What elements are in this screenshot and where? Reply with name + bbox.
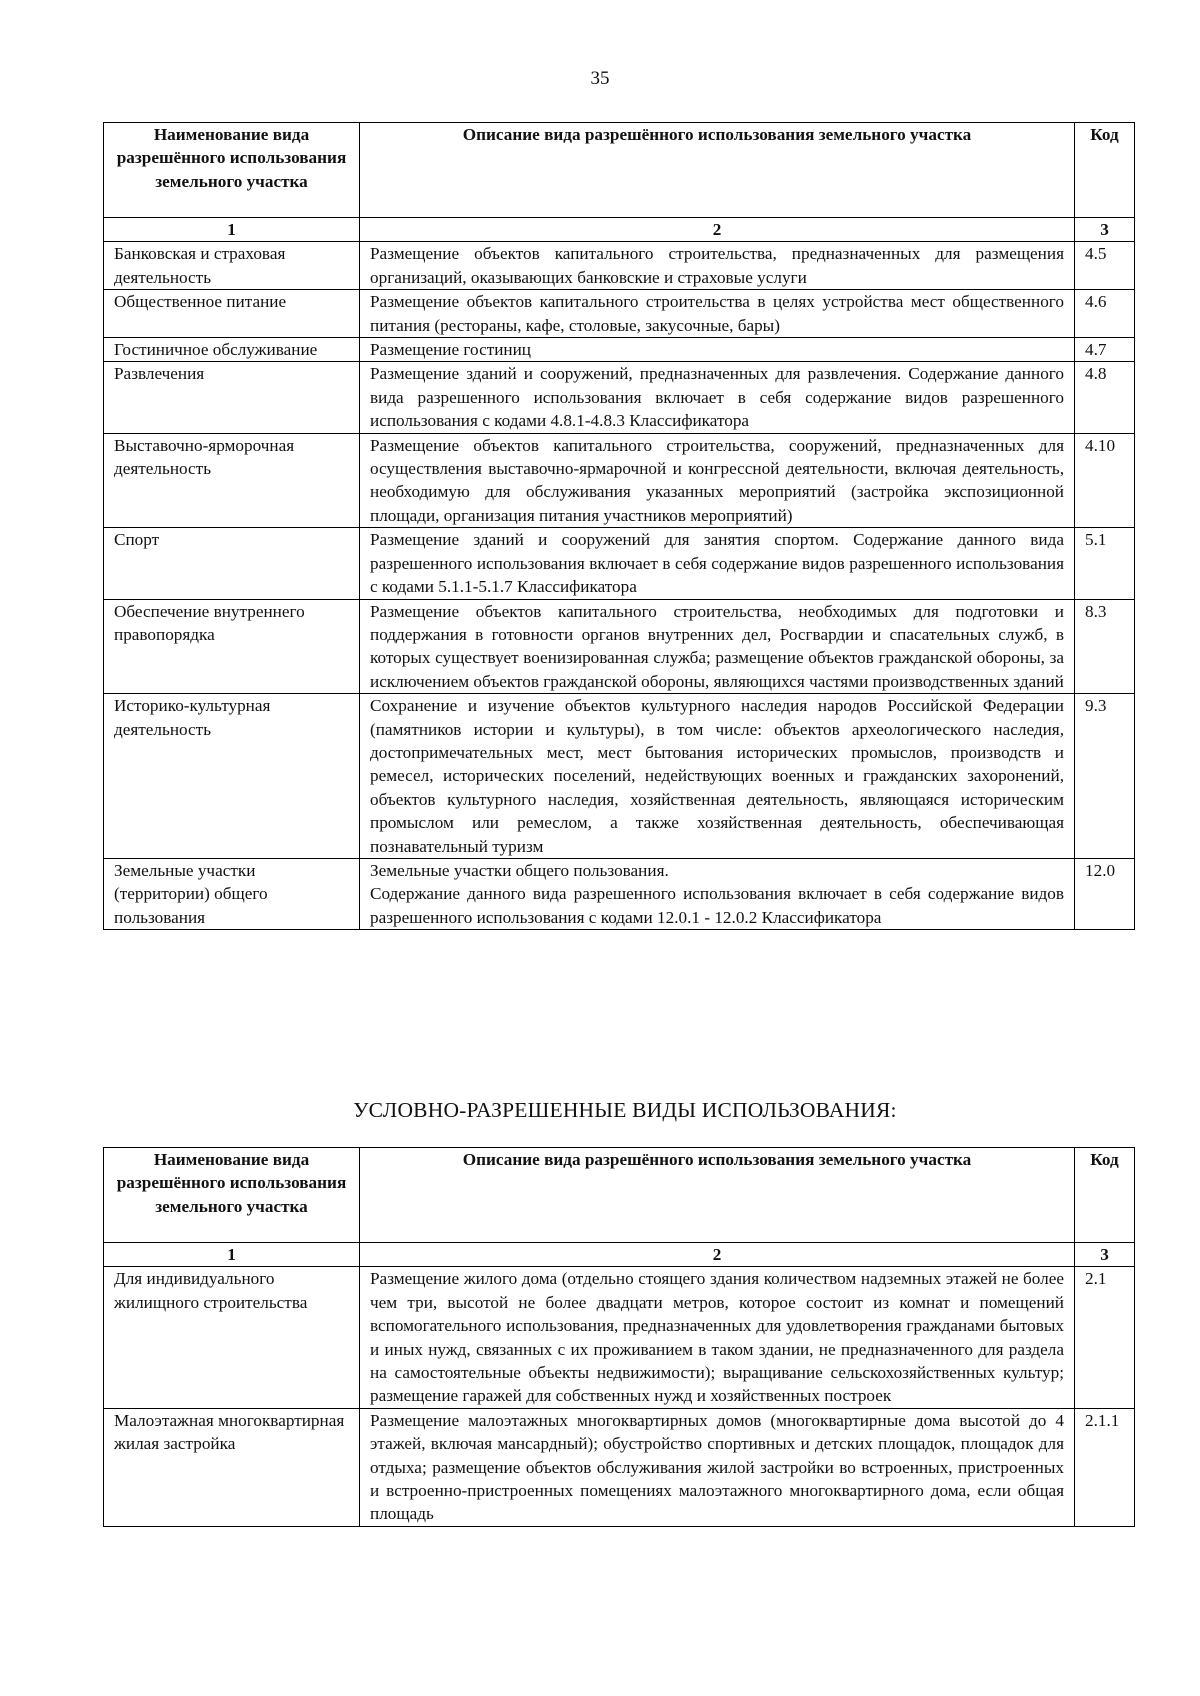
use-description: Размещение жилого дома (отдельно стоящего здания количеством надземных этажей не более чем три, высотой не более двадцати метров, которое состоит из комнат и помещений вспомогательного использования, предназначенных для удовлетворения гражданами бытовых и иных нужд, связанных с их проживанием в таком здании, не предназначенного для раздела на самостоятельные объекты недвижимости); выращивание сельскохозяйственных культур; размещение гаражей для собственных нужд и хозяйственных построек	[360, 1267, 1075, 1408]
table-row	[104, 694, 1135, 859]
use-code: 2.1.1	[1075, 1408, 1135, 1526]
use-description: Размещение объектов капитального строительства, сооружений, предназначенных для осуществления выставочно-ярмарочной и конгрессной деятельности, включая деятельность, необходимую для обслуживания указанных мероприятий (застройка экспозиционной площади, организация питания участников мероприятий)	[360, 433, 1075, 528]
use-code: 4.5	[1075, 242, 1135, 290]
column-number: 2	[360, 218, 1075, 242]
use-name: Общественное питание	[104, 290, 360, 338]
use-description: Размещение гостиниц	[360, 338, 1075, 362]
use-description: Размещение зданий и сооружений для занятия спортом. Содержание данного вида разрешенного использования включает в себя содержание видов разрешенного использования с кодами 5.1.1-5.1.7 Классификатора	[360, 528, 1075, 599]
table-row	[104, 599, 1135, 694]
use-code: 4.10	[1075, 433, 1135, 528]
use-description: Сохранение и изучение объектов культурного наследия народов Российской Федерации (памятников истории и культуры), в том числе: объектов археологического наследия, достопримечательных мест, мест бытования исторических промыслов, производств и ремесел, исторических поселений, недействующих военных и гражданских захоронений, объектов культурного наследия, хозяйственная деятельность, являющаяся историческим промыслом или ремеслом, а также хозяйственная деятельность, обеспечивающая познавательный туризм	[360, 694, 1075, 859]
use-code: 12.0	[1075, 858, 1135, 929]
use-code: 4.8	[1075, 362, 1135, 433]
use-description: Размещение малоэтажных многоквартирных домов (многоквартирные дома высотой до 4 этажей, включая мансардный); обустройство спортивных и детских площадок, площадок для отдыха; размещение объектов обслуживания жилой застройки во встроенных, пристроенных и встроенно-пристроенных помещениях малоэтажного многоквартирного дома, если общая площадь	[360, 1408, 1075, 1526]
table-header-row	[104, 123, 1135, 218]
use-description: Размещение объектов капитального строительства, необходимых для подготовки и поддержания в готовности органов внутренних дел, Росгвардии и спасательных служб, в которых существует военизированная служба; размещение объектов гражданской обороны, за исключением объектов гражданской обороны, являющихся частями производственных зданий	[360, 599, 1075, 694]
column-number: 2	[360, 1243, 1075, 1267]
table-row	[104, 1408, 1135, 1526]
page-number: 35	[590, 68, 610, 89]
use-description: Размещение объектов капитального строительства в целях устройства мест общественного питания (рестораны, кафе, столовые, закусочные, бары)	[360, 290, 1075, 338]
use-description-continued: Содержание данного вида разрешенного использования включает в себя содержание видов разрешенного использования с кодами 12.0.1 - 12.0.2 Классификатора	[370, 884, 1064, 927]
header-code: Код	[1075, 1148, 1135, 1243]
use-name: Малоэтажная многоквартирная жилая застройка	[104, 1408, 360, 1526]
use-name: Спорт	[104, 528, 360, 599]
section-title: УСЛОВНО-РАЗРЕШЕННЫЕ ВИДЫ ИСПОЛЬЗОВАНИЯ:	[353, 1098, 897, 1122]
use-code: 4.6	[1075, 290, 1135, 338]
table-row	[104, 433, 1135, 528]
use-description-cell	[360, 858, 1075, 929]
table-row	[104, 528, 1135, 599]
header-description: Описание вида разрешённого использования земельного участка	[360, 1148, 1075, 1243]
column-number: 1	[104, 218, 360, 242]
table-row	[104, 1267, 1135, 1408]
use-code: 2.1	[1075, 1267, 1135, 1408]
use-name: Обеспечение внутреннего правопорядка	[104, 599, 360, 694]
column-number-row	[104, 1243, 1135, 1267]
use-code: 5.1	[1075, 528, 1135, 599]
use-description: Размещение зданий и сооружений, предназначенных для развлечения. Содержание данного вида разрешенного использования включает в себя содержание видов разрешенного использования с кодами 4.8.1-4.8.3 Классификатора	[360, 362, 1075, 433]
use-name: Гостиничное обслуживание	[104, 338, 360, 362]
use-name: Выставочно-ярморочная деятельность	[104, 433, 360, 528]
table-row	[104, 858, 1135, 929]
column-number: 3	[1075, 218, 1135, 242]
table-row	[104, 290, 1135, 338]
header-code: Код	[1075, 123, 1135, 218]
header-name: Наименование вида разрешённого использования земельного участка	[104, 1148, 360, 1243]
use-description: Размещение объектов капитального строительства, предназначенных для размещения организаций, оказывающих банковские и страховые услуги	[360, 242, 1075, 290]
use-code: 4.7	[1075, 338, 1135, 362]
use-name: Для индивидуального жилищного строительства	[104, 1267, 360, 1408]
use-name: Банковская и страховая деятельность	[104, 242, 360, 290]
table-header-row	[104, 1148, 1135, 1243]
table-row	[104, 242, 1135, 290]
table-row	[104, 362, 1135, 433]
use-name: Развлечения	[104, 362, 360, 433]
use-code: 8.3	[1075, 599, 1135, 694]
use-name: Историко-культурная деятельность	[104, 694, 360, 859]
use-code: 9.3	[1075, 694, 1135, 859]
use-description: Земельные участки общего пользования.	[370, 860, 669, 880]
column-number: 3	[1075, 1243, 1135, 1267]
table-row	[104, 338, 1135, 362]
column-number: 1	[104, 1243, 360, 1267]
use-name: Земельные участки (территории) общего пользования	[104, 858, 360, 929]
header-description: Описание вида разрешённого использования земельного участка	[360, 123, 1075, 218]
column-number-row	[104, 218, 1135, 242]
header-name: Наименование вида разрешённого использования земельного участка	[104, 123, 360, 218]
permitted-use-table	[103, 122, 1135, 930]
conditional-use-table	[103, 1147, 1135, 1527]
